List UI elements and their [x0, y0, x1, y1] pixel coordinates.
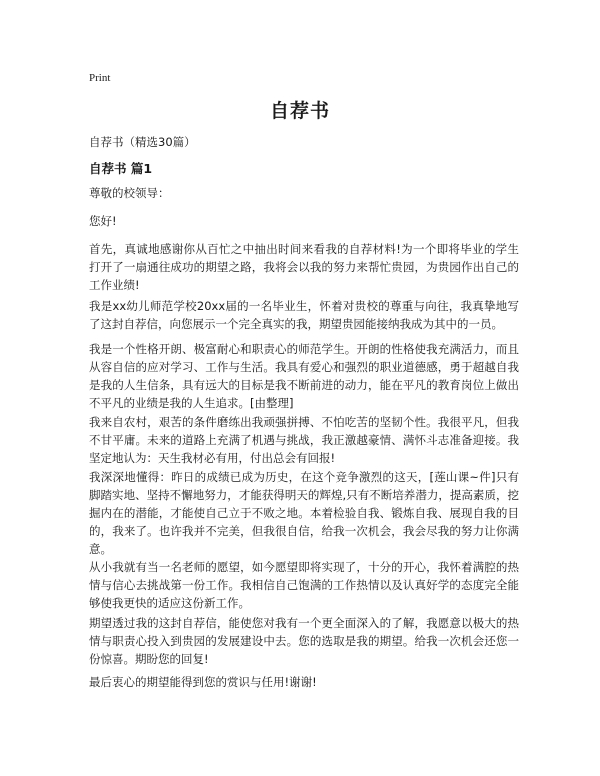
- paragraph-4: 我来自农村，艰苦的条件磨练出我顽强拼搏、不怕吃苦的坚韧个性。我很平凡，但我不甘平庸。未来的道路上充满了机遇与挑战，我正激越豪情、满怀斗志准备迎接。我坚定地认为：天生我材必有用，付出总会有回报!: [89, 415, 519, 465]
- document-subtitle: 自荐书（精选30篇）: [89, 135, 196, 149]
- paragraph-3: 我是一个性格开朗、极富耐心和职责心的师范学生。开朗的性格使我充满活力，而且从容自信的应对学习、工作与生活。我具有爱心和强烈的职业道德感，勇于超越自我是我的人生信条，具有远大的目标是我不断前进的动力，能在平凡的教育岗位上做出不平凡的业绩是我的人生追求。[由整理]: [89, 342, 519, 410]
- greeting: 您好!: [89, 214, 117, 228]
- paragraph-1: 首先，真诚地感谢你从百忙之中抽出时间来看我的自荐材料!为一个即将毕业的学生打开了一扇通往成功的期望之路，我将会以我的努力来帮忙贵园，为贵园作出自己的工作业绩!: [89, 242, 519, 292]
- paragraph-6: 从小我就有当一名老师的愿望，如今愿望即将实现了，十分的开心，我怀着满腔的热情与信心去挑战第一份工作。我相信自己饱满的工作热情以及认真好学的态度完全能够使我更快的适应这份新工作。: [89, 560, 519, 610]
- paragraph-8: 最后衷心的期望能得到您的赏识与任用!谢谢!: [89, 675, 317, 689]
- document-title: 自荐书: [269, 100, 330, 122]
- print-label: Print: [89, 72, 111, 84]
- salutation: 尊敬的校领导：: [89, 186, 170, 200]
- paragraph-2: 我是xx幼儿师范学校20xx届的一名毕业生，怀着对贵校的尊重与向往，我真挚地写了这封自荐信，向您展示一个完全真实的我，期望贵园能接纳我成为其中的一员。: [89, 299, 519, 331]
- paragraph-7: 期望透过我的这封自荐信，能使您对我有一个更全面深入的了解，我愿意以极大的热情与职责心投入到贵园的发展建设中去。您的选取是我的期望。给我一次机会还您一份惊喜。期盼您的回复!: [89, 616, 519, 666]
- section-heading: 自荐书 篇1: [89, 161, 153, 176]
- paragraph-5: 我深深地懂得：昨日的成绩已成为历史，在这个竞争激烈的这天，[莲山课~件]只有脚踏实地、坚持不懈地努力，才能获得明天的辉煌,只有不断培养潜力，提高素质，挖掘内在的潜能，才能使自己立于不败之地。本着检验自我、锻炼自我、展现自我的目的，我来了。也许我并不完美，但我很自信，给我一次机会，我会尽我的努力让你满意。: [89, 470, 519, 556]
